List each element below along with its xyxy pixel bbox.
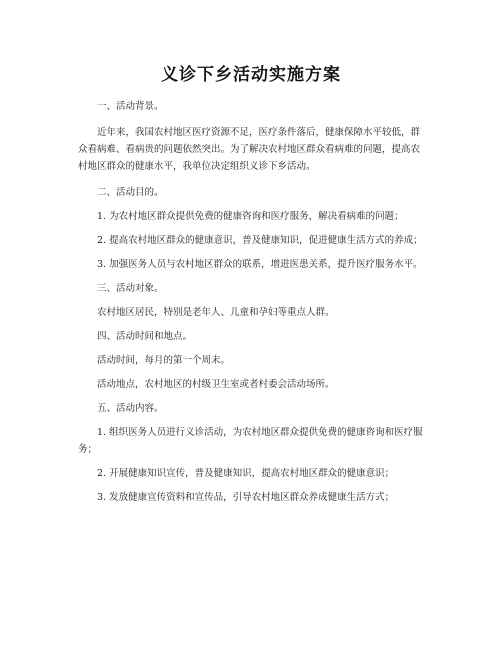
target-paragraph: 农村地区居民，特别是老年人、儿童和孕妇等重点人群。 <box>97 307 335 318</box>
purpose-item: 3. 加强医务人员与农村地区群众的联系，增进医患关系，提升医疗服务水平。 <box>97 259 423 270</box>
section-heading-target: 三、活动对象。 <box>97 283 164 294</box>
section-heading-time-place: 四、活动时间和地点。 <box>97 331 193 342</box>
section-heading-content: 五、活动内容。 <box>97 403 164 414</box>
place-paragraph: 活动地点，农村地区的村级卫生室或者村委会活动场所。 <box>97 379 335 390</box>
section-heading-background: 一、活动背景。 <box>97 101 164 112</box>
section-heading-purpose: 二、活动目的。 <box>97 187 164 198</box>
purpose-item: 2. 提高农村地区群众的健康意识，普及健康知识，促进健康生活方式的养成； <box>97 235 423 246</box>
document-body <box>78 98 424 506</box>
content-item: 1. 组织医务人员进行义诊活动，为农村地区群众提供免费的健康咨询和医疗服务； <box>78 427 423 455</box>
content-item: 3. 发放健康宣传资料和宣传品，引导农村地区群众养成健康生活方式； <box>97 492 395 503</box>
content-item: 2. 开展健康知识宣传，普及健康知识，提高农村地区群众的健康意识； <box>97 468 395 479</box>
purpose-item: 1. 为农村地区群众提供免费的健康咨询和医疗服务，解决看病难的问题； <box>97 211 404 222</box>
time-paragraph: 活动时间，每月的第一个周末。 <box>97 355 231 366</box>
document-title: 义诊下乡活动实施方案 <box>161 65 341 85</box>
background-paragraph: 近年来，我国农村地区医疗资源不足，医疗条件落后，健康保障水平较低，群众看病难、看病贵的问题依然突出。为了解决农村地区群众看病难的问题，提高农村地区群众的健康水平，我单位决定组织义诊下乡活动。 <box>78 127 421 172</box>
